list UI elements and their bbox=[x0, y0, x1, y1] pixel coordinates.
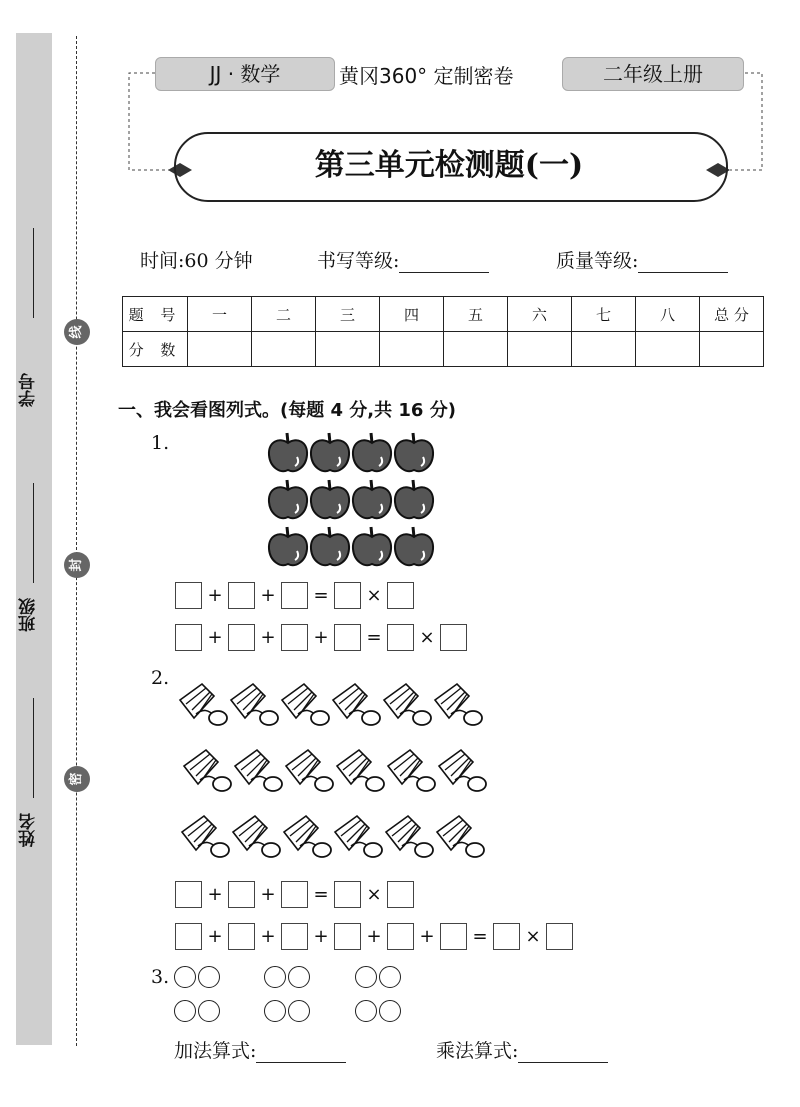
table-header-cell: 三 bbox=[316, 297, 380, 332]
question-3-number: 3. bbox=[151, 966, 170, 988]
shuttlecock-icon bbox=[235, 750, 282, 791]
grade-badge: 二年级上册 bbox=[562, 57, 744, 91]
shuttlecock-icon bbox=[333, 684, 380, 725]
addition-formula-field[interactable] bbox=[256, 1042, 346, 1063]
class-label: 班级 bbox=[19, 598, 39, 632]
seal-line-mark: 线 bbox=[64, 319, 90, 345]
table-header-cell: 四 bbox=[380, 297, 444, 332]
operator: + bbox=[207, 585, 223, 606]
answer-box[interactable] bbox=[546, 923, 573, 950]
time-limit: 时间:60 分钟 bbox=[140, 250, 253, 272]
writing-grade-label: 书写等级: bbox=[317, 250, 400, 272]
shuttlecock-icon bbox=[180, 684, 227, 725]
answer-box[interactable] bbox=[493, 923, 520, 950]
shuttlecock-icon bbox=[282, 684, 329, 725]
answer-box[interactable] bbox=[440, 923, 467, 950]
table-header-cell: 八 bbox=[636, 297, 700, 332]
shuttlecock-icon bbox=[286, 750, 333, 791]
table-header-cell: 二 bbox=[252, 297, 316, 332]
shuttlecock-icon bbox=[435, 684, 482, 725]
score-row-label: 分 数 bbox=[123, 332, 188, 367]
operator: × bbox=[525, 926, 541, 947]
q2-equation-1 bbox=[175, 881, 414, 908]
seal-secret-mark: 密 bbox=[64, 766, 90, 792]
shuttlecock-icon bbox=[384, 684, 431, 725]
answer-box[interactable] bbox=[281, 923, 308, 950]
shuttlecock-icon bbox=[388, 750, 435, 791]
section-1-title: 一、我会看图列式。(每题 4 分,共 16 分) bbox=[118, 400, 456, 421]
table-header-cell: 总 分 bbox=[700, 297, 764, 332]
shuttlecock-icon bbox=[439, 750, 486, 791]
operator: = bbox=[313, 884, 329, 905]
question-1-number: 1. bbox=[151, 432, 170, 454]
q2-equation-2 bbox=[175, 923, 573, 950]
operator: = bbox=[366, 627, 382, 648]
student-id-label: 学号 bbox=[19, 373, 39, 407]
multiplication-formula-field[interactable] bbox=[518, 1042, 608, 1063]
answer-box[interactable] bbox=[228, 881, 255, 908]
table-header-cell: 六 bbox=[508, 297, 572, 332]
operator: + bbox=[207, 627, 223, 648]
circle-pair bbox=[355, 966, 403, 992]
circle-pair bbox=[264, 1000, 312, 1026]
subject-badge: JJ · 数学 bbox=[155, 57, 335, 91]
answer-box[interactable] bbox=[175, 881, 202, 908]
shuttlecock-icon bbox=[335, 816, 382, 857]
operator: + bbox=[207, 884, 223, 905]
operator: = bbox=[313, 585, 329, 606]
operator: + bbox=[260, 884, 276, 905]
quality-grade-label: 质量等级: bbox=[556, 250, 639, 272]
shuttlecock-icon bbox=[386, 816, 433, 857]
shuttlecock-icon bbox=[182, 816, 229, 857]
circle-pair bbox=[264, 966, 312, 992]
shuttlecock-icon bbox=[337, 750, 384, 791]
multiplication-formula bbox=[436, 1036, 608, 1063]
shuttlecock-icon bbox=[284, 816, 331, 857]
operator: + bbox=[313, 926, 329, 947]
table-header-cell: 五 bbox=[444, 297, 508, 332]
seal-seal-mark: 封 bbox=[64, 552, 90, 578]
table-header-cell: 七 bbox=[572, 297, 636, 332]
operator: = bbox=[472, 926, 488, 947]
circle-pair bbox=[174, 966, 222, 992]
shuttlecock-icon bbox=[184, 750, 231, 791]
circle-pair bbox=[174, 1000, 222, 1026]
shuttlecock-icon bbox=[437, 816, 484, 857]
operator: + bbox=[260, 926, 276, 947]
shuttlecock-icon bbox=[231, 684, 278, 725]
operator: + bbox=[419, 926, 435, 947]
operator: × bbox=[419, 627, 435, 648]
multiplication-formula-label: 乘法算式: bbox=[436, 1040, 519, 1062]
operator: + bbox=[366, 926, 382, 947]
series-name: 黄冈360° 定制密卷 bbox=[339, 64, 514, 88]
answer-box[interactable] bbox=[281, 881, 308, 908]
table-header-cell: 一 bbox=[188, 297, 252, 332]
operator: + bbox=[260, 627, 276, 648]
question-2-number: 2. bbox=[151, 667, 170, 689]
shuttlecock-icon bbox=[233, 816, 280, 857]
operator: + bbox=[260, 585, 276, 606]
answer-box[interactable] bbox=[175, 923, 202, 950]
page-title: 第三单元检测题(一) bbox=[314, 148, 584, 183]
operator: × bbox=[366, 585, 382, 606]
addition-formula bbox=[174, 1036, 346, 1063]
answer-box[interactable] bbox=[228, 923, 255, 950]
table-header-cell: 题 号 bbox=[123, 297, 188, 332]
answer-box[interactable] bbox=[387, 881, 414, 908]
operator: × bbox=[366, 884, 382, 905]
answer-box[interactable] bbox=[334, 923, 361, 950]
answer-box[interactable] bbox=[334, 881, 361, 908]
operator: + bbox=[313, 627, 329, 648]
name-label: 姓名 bbox=[19, 813, 39, 847]
answer-box[interactable] bbox=[387, 923, 414, 950]
addition-formula-label: 加法算式: bbox=[174, 1040, 257, 1062]
operator: + bbox=[207, 926, 223, 947]
circle-pair bbox=[355, 1000, 403, 1026]
